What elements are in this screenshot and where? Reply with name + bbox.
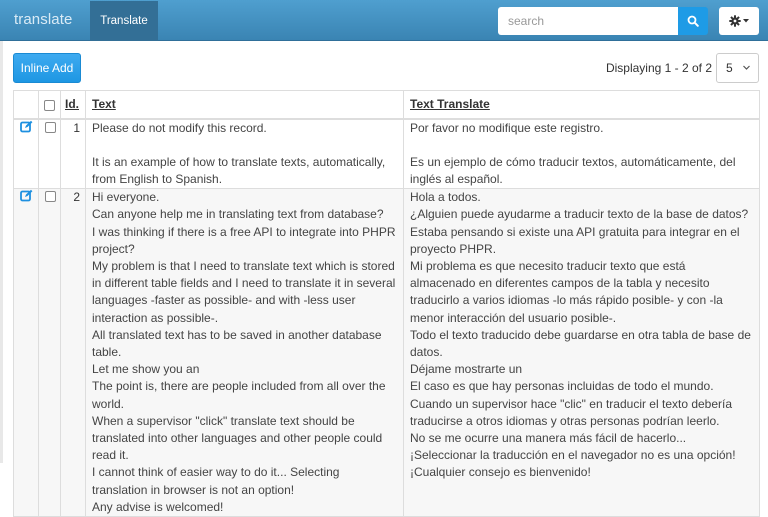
text-line: I was thinking if there is a free API to integrate into PHPR project? (92, 224, 396, 256)
row-checkbox[interactable] (45, 122, 56, 133)
row-actions (14, 119, 39, 189)
brand-title[interactable]: translate (14, 11, 73, 28)
navbar (0, 0, 768, 41)
text-line: When a supervisor "click" translate text should be translated into other languages and other people could read it. (92, 413, 383, 463)
page-size-select[interactable] (716, 53, 759, 83)
translate-blank-line (410, 137, 753, 154)
search-button[interactable] (678, 7, 708, 35)
translate-line: El caso es que hay personas incluidas de todo el mundo. Cuando un supervisor hace "clic" en traducir el texto debería traducirse a otros idiomas y otras personas podrían leerlo. (410, 379, 733, 428)
edit-icon[interactable] (20, 189, 33, 205)
header-select-all (39, 91, 61, 119)
row-text-translate (404, 119, 760, 189)
sort-text-link[interactable]: Text (92, 97, 116, 112)
text-line: I cannot think of easier way to do it... Selecting translation in browser is not an option! (92, 465, 340, 497)
records-table (13, 90, 760, 517)
translate-line: Hola a todos. (410, 190, 481, 205)
row-actions (14, 189, 39, 517)
translate-line: Todo el texto traducido debe guardarse en otra tabla de base de datos. (410, 327, 751, 359)
text-line: Please do not modify this record. (92, 120, 267, 135)
translate-line: Por favor no modifique este registro. (410, 120, 604, 135)
row-text-translate (404, 189, 760, 517)
page-edge (0, 41, 3, 463)
text-line: Let me show you an (92, 362, 200, 377)
select-all-checkbox[interactable] (44, 100, 55, 111)
text-line: All translated text has to be saved in another database table. (92, 327, 382, 359)
edit-icon[interactable] (20, 120, 33, 136)
search-input[interactable] (498, 7, 678, 35)
caret-down-icon (743, 19, 749, 23)
header-text (86, 91, 404, 119)
text-line: It is an example of how to translate texts, automatically, from English to Spanish. (92, 154, 386, 186)
search-group (498, 7, 708, 35)
settings-menu-button[interactable] (719, 7, 759, 35)
row-select (39, 189, 61, 517)
table-row (14, 119, 760, 189)
text-blank-line (92, 137, 397, 154)
row-id: 2 (61, 189, 86, 517)
nav-item-translate[interactable]: Translate (90, 1, 158, 41)
translate-line: ¡Cualquier consejo es bienvenido! (410, 465, 591, 480)
paging-summary: Displaying 1 - 2 of 2 (605, 61, 712, 75)
header-id (61, 91, 86, 119)
text-line: Can anyone help me in translating text from database? (92, 207, 384, 222)
row-id: 1 (61, 119, 86, 189)
translate-line: No se me ocurre una manera más fácil de hacerlo... ¡Seleccionar la traducción en el navegador no es una opción! (410, 430, 736, 463)
text-line: Any advise is welcomed! (92, 499, 224, 514)
table-header-row (14, 91, 760, 119)
search-icon (687, 15, 699, 27)
header-actions (14, 91, 39, 119)
sort-text-translate-link[interactable]: Text Translate (410, 97, 490, 112)
inline-add-button[interactable]: Inline Add (13, 53, 81, 83)
text-line: The point is, there are people included from all over the world. (92, 379, 386, 411)
chevron-down-icon (742, 63, 751, 72)
translate-line: Mi problema es que necesito traducir texto que está almacenado en diferentes campos de la tabla y necesito traducirlo a varios idiomas -lo más rápido posible- y con -la menor interacción del usuario posible-. (410, 258, 723, 325)
row-text (86, 189, 404, 517)
table-row (14, 189, 760, 517)
translate-line: ¿Alguien puede ayudarme a traducir texto de la base de datos? (410, 207, 749, 222)
header-text-translate (404, 91, 760, 119)
gear-icon (729, 15, 741, 27)
text-line: My problem is that I need to translate text which is stored in different table fields and I need to translate it in several languages -faster as possible- and with -less user interaction as possible-. (92, 258, 396, 325)
text-line: Hi everyone. (92, 190, 160, 205)
row-checkbox[interactable] (45, 191, 56, 202)
sort-id-link[interactable]: Id. (65, 97, 79, 112)
toolbar (13, 53, 759, 83)
translate-line: Déjame mostrarte un (410, 362, 523, 377)
translate-line: Estaba pensando si existe una API gratuita para integrar en el proyecto PHPR. (410, 224, 740, 256)
row-select (39, 119, 61, 189)
page-size-value: 5 (726, 61, 733, 75)
row-text (86, 119, 404, 189)
translate-line: Es un ejemplo de cómo traducir textos, automáticamente, del inglés al español. (410, 154, 736, 186)
